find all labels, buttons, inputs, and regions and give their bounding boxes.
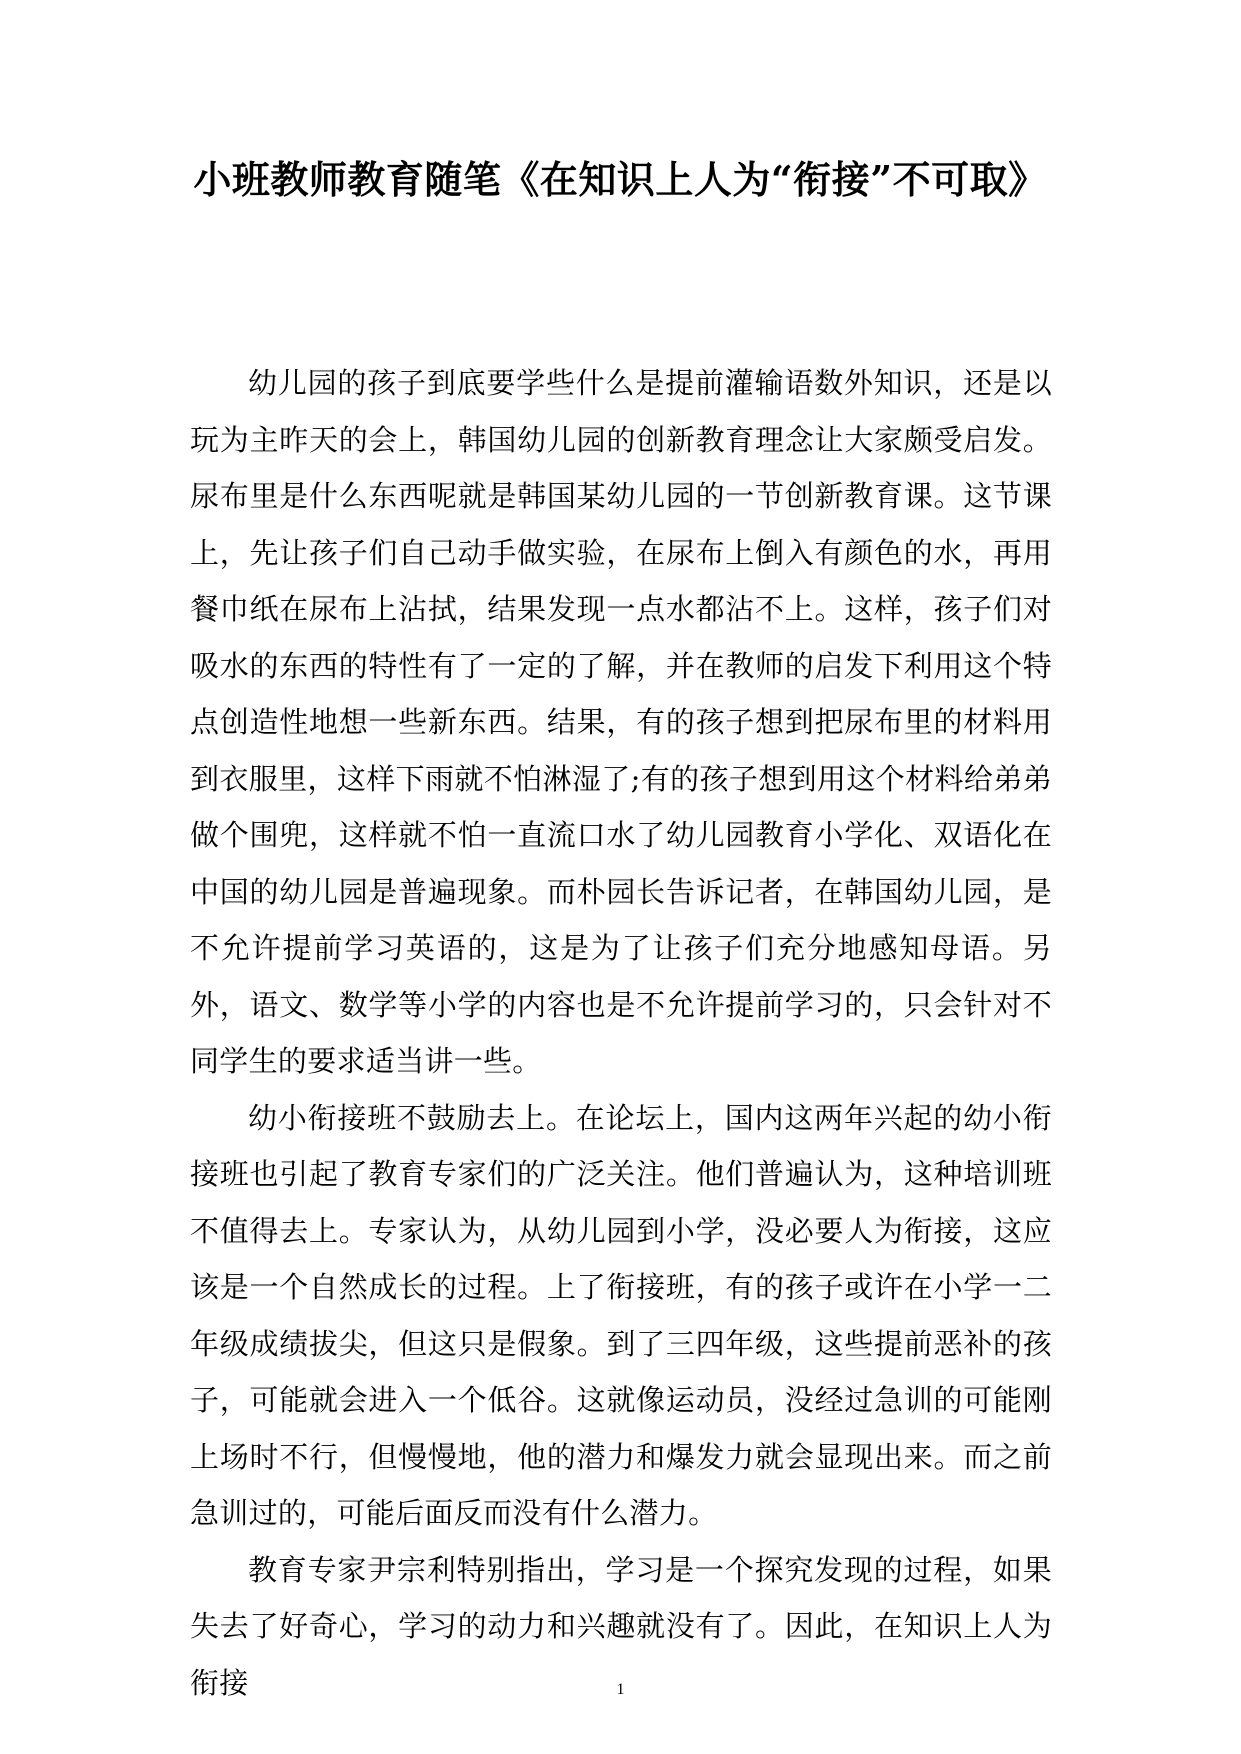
paragraph-3: 教育专家尹宗利特别指出，学习是一个探究发现的过程，如果失去了好奇心，学习的动力和兴趣就没有了。因此，在知识上人为衔接	[190, 1552, 1052, 1700]
page-title: 小班教师教育随笔《在知识上人为“衔接”不可取》	[193, 157, 1047, 202]
page-number: 1	[616, 1681, 625, 1698]
body-text	[190, 355, 1052, 1711]
paragraph-2: 幼小衔接班不鼓励去上。在论坛上，国内这两年兴起的幼小衔接班也引起了教育专家们的广泛关注。他们普遍认为，这种培训班不值得去上。专家认为，从幼儿园到小学，没必要人为衔接，这应该是一个自然成长的过程。上了衔接班，有的孩子或许在小学一二年级成绩拔尖，但这只是假象。到了三四年级，这些提前恶补的孩子，可能就会进入一个低谷。这就像运动员，没经过急训的可能刚上场时不行，但慢慢地，他的潜力和爆发力就会显现出来。而之前急训过的，可能后面反而没有什么潜力。	[190, 1100, 1052, 1530]
paragraph-1: 幼儿园的孩子到底要学些什么是提前灌输语数外知识，还是以玩为主昨天的会上，韩国幼儿园的创新教育理念让大家颇受启发。尿布里是什么东西呢就是韩国某幼儿园的一节创新教育课。这节课上，先让孩子们自己动手做实验，在尿布上倒入有颜色的水，再用餐巾纸在尿布上沾拭，结果发现一点水都沾不上。这样，孩子们对吸水的东西的特性有了一定的了解，并在教师的启发下利用这个特点创造性地想一些新东西。结果，有的孩子想到把尿布里的材料用到衣服里，这样下雨就不怕淋湿了;有的孩子想到用这个材料给弟弟做个围兜，这样就不怕一直流口水了幼儿园教育小学化、双语化在中国的幼儿园是普遍现象。而朴园长告诉记者，在韩国幼儿园，是不允许提前学习英语的，这是为了让孩子们充分地感知母语。另外，语文、数学等小学的内容也是不允许提前学习的，只会针对不同学生的要求适当讲一些。	[190, 366, 1052, 1078]
